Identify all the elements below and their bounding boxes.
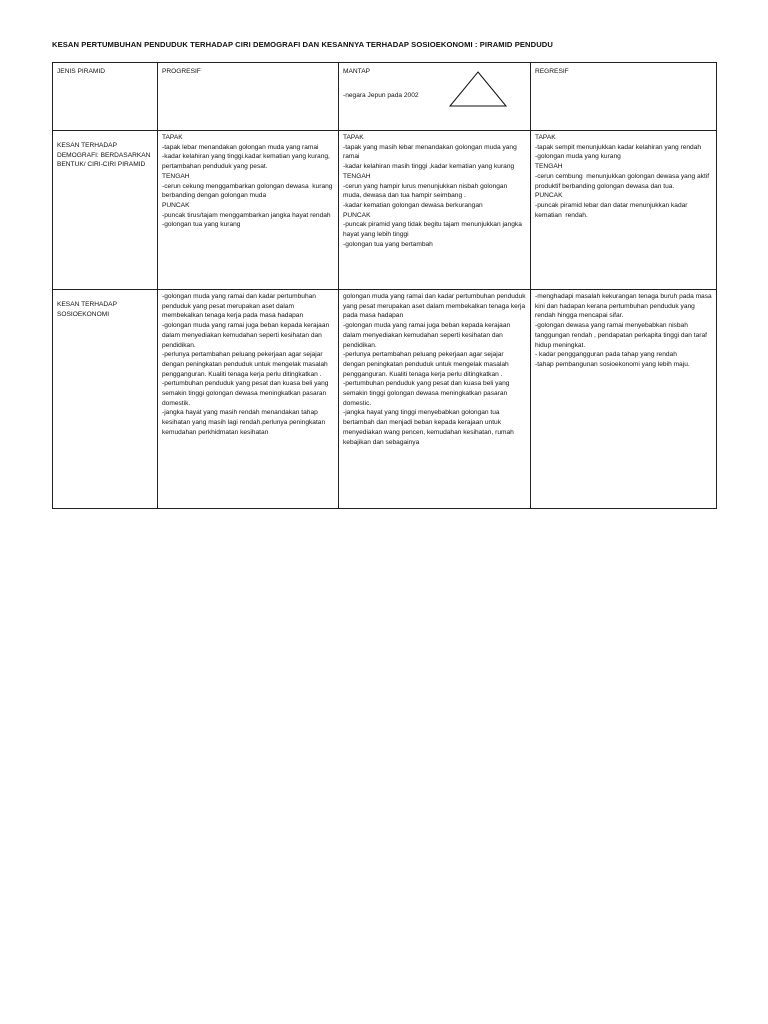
cell-line: -golongan dewasa yang ramai menyebabkan nisbah tanggungan rendah , pendapatan perkapita tinggi dan taraf hidup meningkat.: [535, 322, 709, 349]
cell-line: -cerun yang hampir lurus menunjukkan nisbah golongan muda, dewasa dan tua hampir seimbang .: [343, 182, 510, 200]
cell-line: -menghadapi masalah kekurangan tenaga buruh pada masa kini dan hadapan kerana pertumbuhan penduduk yang rendah hingga mencapai sifar.: [535, 293, 714, 320]
cell-demografi-mantap: [339, 131, 531, 290]
cell-line: -tapak yang masih lebar menandakan golongan muda yang ramai: [343, 143, 519, 161]
cell-line: -puncak tirus/tajam menggambarkan jangka hayat rendah: [162, 211, 331, 219]
table-row-sosioekonomi: [53, 290, 717, 509]
cell-demografi-progresif: [158, 131, 339, 290]
cell-sosioekonomi-mantap: [339, 290, 531, 509]
table-row-demografi: [53, 131, 717, 290]
row-label-text: KESAN TERHADAP SOSIOEKONOMI: [57, 301, 117, 318]
cell-sosioekonomi-regresif: [531, 290, 717, 509]
cell-line: -golongan tua yang kurang: [162, 221, 241, 229]
cell-line: TENGAH: [162, 172, 190, 180]
cell-line: -jangka hayat yang tinggi menyebabkan golongan tua bertambah dan menjadi beban kepada kerajaan untuk menyediakan wang pencen, kemudahan kesihatan, rumah kebajikan dan sebagainya: [343, 409, 516, 446]
cell-line: -kadar kelahiran yang tinggi.kadar kematian yang kurang, pertambahan penduduk yang pesat.: [162, 153, 332, 171]
row-label-sosioekonomi: [53, 290, 158, 509]
cell-line: TAPAK: [535, 134, 556, 141]
header-mantap-label: MANTAP: [343, 68, 370, 75]
cell-line: TENGAH: [343, 172, 371, 180]
cell-demografi-regresif: [531, 131, 717, 290]
cell-line: -golongan muda yang kurang: [535, 153, 621, 161]
cell-line: -cerun cekung menggambarkan golongan dewasa kurang berbanding dengan golongan muda: [162, 182, 335, 200]
cell-line: -pertumbuhan penduduk yang pesat dan kuasa beli yang semakin tinggi golongan dewasa meningkatkan pasaran domestic.: [343, 380, 512, 407]
cell-line: -puncak piramid yang tidak begitu tajam menunjukkan jangka hayat yang lebih tinggi: [343, 221, 524, 239]
cell-line: -cerun cembung menunjukkan golongan dewasa yang aktif produktif berbanding golongan dewasa dan tua.: [535, 172, 711, 190]
header-progresif: [158, 63, 339, 131]
cell-line: PUNCAK: [162, 201, 190, 209]
cell-line: -tahap pembangunan sosioekonomi yang lebih maju.: [535, 360, 690, 368]
row-label-demografi: [53, 131, 158, 290]
row-label-text: KESAN TERHADAP DEMOGRAFI: BERDASARKAN BENTUK/ CIRI-CIRI PIRAMID: [57, 142, 151, 168]
header-regresif: [531, 63, 717, 131]
cell-line: TAPAK: [162, 134, 183, 141]
cell-line: -perlunya pertambahan peluang pekerjaan agar sejajar dengan peningkatan penduduk untuk mengelak masalah pengganguran. Kualiti tenaga kerja perlu ditingkatkan .: [343, 351, 511, 378]
cell-line: -jangka hayat yang masih rendah menandakan tahap kesihatan yang masih lagi rendah.perlunya peningkatan kemudahan perkhidmatan kesihatan: [162, 409, 327, 436]
cell-line: golongan muda yang ramai dan kadar pertumbuhan penduduk yang pesat merupakan aset dalam membekalkan tenaga kerja pada masa hadapan: [343, 293, 528, 320]
cell-line: -perlunya pertambahan peluang pekerjaan agar sejajar dengan peningkatan penduduk untuk mengelak masalah pengganguran. Kualiti tenaga kerja perlu ditingkatkan .: [162, 351, 330, 378]
cell-line: -kadar kelahiran masih tinggi ,kadar kematian yang kurang: [343, 163, 515, 171]
table-header-row: [53, 63, 717, 131]
cell-line: - kadar penggangguran pada tahap yang rendah: [535, 351, 677, 359]
header-jenis-label: JENIS PIRAMID: [57, 68, 105, 75]
cell-line: TENGAH: [535, 163, 563, 171]
cell-line: PUNCAK: [343, 211, 371, 219]
triangle-icon: [449, 71, 507, 107]
cell-line: -golongan tua yang bertambah: [343, 240, 433, 248]
mantap-note: -negara Jepun pada 2002: [343, 91, 419, 99]
header-mantap: [339, 63, 531, 131]
header-regresif-label: REGRESIF: [535, 68, 569, 75]
cell-line: -puncak piramid lebar dan datar menunjukkan kadar kematian rendah.: [535, 201, 690, 219]
cell-line: TAPAK: [343, 134, 364, 141]
document-title: KESAN PERTUMBUHAN PENDUDUK TERHADAP CIRI DEMOGRAFI DAN KESANNYA TERHADAP SOSIOEKONOMI : PIRAMID PENDUDU: [52, 40, 553, 49]
cell-line: PUNCAK: [535, 192, 563, 200]
header-jenis-piramid: [53, 63, 158, 131]
cell-line: -kadar kematian golongan dewasa berkurangan: [343, 201, 483, 209]
cell-line: -tapak sempit menunjukkan kadar kelahiran yang rendah: [535, 143, 702, 151]
cell-sosioekonomi-progresif: [158, 290, 339, 509]
pyramid-table: [52, 62, 717, 509]
cell-line: -pertumbuhan penduduk yang pesat dan kuasa beli yang semakin tinggi golongan dewasa meningkatkan pasaran domestik.: [162, 380, 331, 407]
cell-line: -golongan muda yang ramai dan kadar pertumbuhan penduduk yang pesat merupakan aset dalam membekalkan tenaga kerja pada masa hadapan: [162, 293, 318, 320]
header-progresif-label: PROGRESIF: [162, 68, 201, 75]
cell-line: -golongan muda yang ramai juga beban kepada kerajaan dalam menyediakan kemudahan seperti kesihatan dan pendidikan.: [162, 322, 332, 349]
cell-line: -golongan muda yang ramai juga beban kepada kerajaan dalam menyediakan kemudahan seperti kesihatan dan pendidikan.: [343, 322, 513, 349]
cell-line: -tapak lebar menandakan golongan muda yang ramai: [162, 143, 319, 151]
